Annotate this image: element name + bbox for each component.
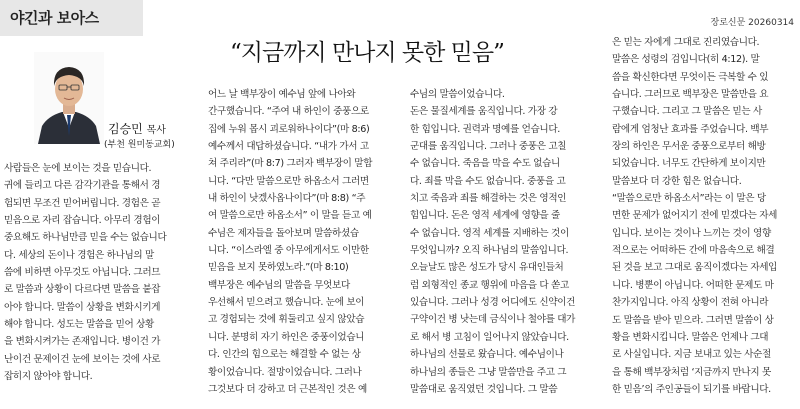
article-line: 어느 날 백부장이 예수님 앞에 나아와	[208, 89, 356, 100]
article-line: 말씀보다 더 강한 힘은 없습니다.	[612, 175, 742, 187]
article-line: 은 믿는 자에게 그대로 진리였습니다.	[612, 37, 760, 48]
article-line: 면한 문제가 없어지기 전에 믿겠다는 자세	[612, 210, 778, 222]
article-line: 습니다. 그러므로 백부장은 말씀만을 요	[612, 89, 769, 101]
article-line: 그것보다 더 강하고 더 근본적인 것은 예	[208, 383, 367, 395]
article-line: 내 하인이 낫겠사옵나이다”(마 8:8) “주	[208, 193, 366, 205]
article-line: 다. 세상의 돈이나 경험은 하나님의 말	[4, 249, 154, 261]
article-line: 믿음으로 자리 잡습니다. 아무리 경험이	[4, 215, 161, 227]
article-line: 우선해서 믿으려고 했습니다. 눈에 보이	[208, 297, 365, 309]
article-column-2	[208, 86, 398, 398]
section-label: 야긴과 보아스	[10, 9, 99, 27]
author-position: 목사	[146, 125, 166, 136]
author-name: 김승민	[108, 122, 143, 136]
article-line: 있습니다. 그러나 성경 어디에도 신약이건	[410, 297, 576, 309]
article-line: 말씀대로 움직였던 것입니다. 그 말씀	[410, 383, 558, 395]
article-line: 여 말씀으로만 하옵소서” 이 말을 듣고 예	[208, 210, 372, 222]
article-line: 험되면 무조건 믿어버립니다. 경험은 곧	[4, 197, 161, 209]
article-line: “말씀으로만 하옵소서”라는 이 말은 당	[612, 193, 766, 205]
article-line: 로 말씀과 상황이 다르다면 말씀을 붙잡	[4, 284, 161, 296]
section-tag	[0, 0, 143, 36]
article-line: 입니다. 보이는 것이나 느끼는 것이 영향	[612, 227, 771, 239]
article-line: 다. 인간의 힘으로는 해결할 수 없는 상	[208, 349, 361, 361]
article-line: 하나님의 종들은 그냥 말씀만을 주고 그	[410, 366, 567, 378]
article-line: 수 없습니다. 죽음을 막을 수도 없습니	[410, 158, 560, 170]
article-title: “지금까지 만나지 못한 믿음”	[230, 40, 504, 66]
article-line: 황을 변화시킵니다. 말씀은 언제나 그대	[612, 331, 769, 343]
article-line: 한 믿음’의 주인공들이 되기를 바랍니다.	[612, 383, 771, 395]
article-line: 귀에 들리고 다른 감각기관을 통해서 경	[4, 180, 161, 192]
article-line: 로 사실입니다. 지금 보내고 있는 사순절	[612, 349, 771, 361]
article-line: 럼 외형적인 종교 행위에 마음을 다 쏟고	[410, 279, 569, 291]
article-line: 찬가지입니다. 아직 상황이 전혀 아니라	[612, 297, 769, 309]
article-line: 수님의 말씀이었습니다.	[410, 89, 505, 100]
article-line: 로 해서 병 고침이 일어나지 않았습니다.	[410, 331, 569, 343]
author-church: (부천 원미동교회)	[104, 140, 175, 150]
article-line: 잡히지 않아야 합니다.	[4, 371, 93, 383]
article-line: 집에 누워 몹시 괴로워하나이다”(마 8:6)	[208, 123, 370, 135]
article-line: 람에게 엄청난 효과를 주었습니다. 백부	[612, 123, 769, 135]
article-line: 고 경험되는 것에 휘둘리고 싶지 않았습	[208, 314, 365, 326]
author-photo	[34, 52, 104, 144]
article-line: 간구했습니다. “주여 내 하인이 중풍으로	[208, 106, 369, 118]
article-line: 난이건 문제이건 눈에 보이는 것에 사로	[4, 353, 161, 365]
article-line: 되었습니다. 너무도 간단하게 보이지만	[612, 158, 766, 170]
article-line: 오늘날도 많은 성도가 당시 유대인들처	[410, 262, 564, 274]
article-line: 니다. “다만 말씀으로만 하옵소서 그러면	[208, 175, 369, 187]
article-line: 장의 하인은 무서운 중풍으로부터 해방	[612, 141, 766, 153]
article-line: 한 힘입니다. 권력과 명예를 얻습니다.	[410, 123, 560, 135]
article-column-3	[410, 86, 600, 398]
article-line: 해야 합니다. 성도는 말씀을 믿어 상황	[4, 319, 154, 331]
article-line: 사람들은 눈에 보이는 것을 믿습니다.	[4, 163, 152, 174]
article-line: 수 없습니다. 영적 세계를 지배하는 것이	[410, 227, 569, 239]
article-line: 군대를 움직입니다. 그러나 중풍은 고칠	[410, 141, 567, 153]
article-line: 씀에 비하면 아무것도 아닙니다. 그러므	[4, 267, 161, 279]
article-line: 을 통해 백부장처럼 ‘지금까지 만나지 못	[612, 366, 771, 378]
article-line: 치고 죽음과 죄를 해결하는 것은 영적인	[410, 193, 567, 205]
article-line: 힘입니다. 돈은 영적 세계에 영향을 줄	[410, 210, 560, 222]
author-byline	[108, 120, 166, 137]
article-column-4	[612, 34, 798, 398]
article-line: 니다. 병뿐이 아닙니다. 어떠한 문제도 마	[612, 279, 774, 291]
article-line: 적으로는 어떠하든 간에 마음속으로 해결	[612, 245, 775, 257]
article-line: 돈은 물질세계를 움직입니다. 가장 강	[410, 106, 558, 118]
article-column-1	[4, 160, 194, 385]
article-line: 무엇입니까? 오직 하나님의 말씀입니다.	[410, 245, 569, 257]
article-line: 하나님의 선물로 왔습니다. 예수님이나	[410, 349, 564, 361]
article-line: 니다. 분명히 자기 하인은 중풍이었습니	[208, 331, 365, 343]
article-line: 다. 죄를 막을 수도 없습니다. 중풍을 고	[410, 175, 566, 187]
article-line: 백부장은 예수님의 말씀을 무엇보다	[208, 279, 350, 291]
article-line: 된 것을 보고 그대로 움직이겠다는 자세입	[612, 262, 778, 274]
article-line: 도 말씀을 받아 믿으라. 그러면 말씀이 상	[612, 314, 774, 326]
article-line: 중요해도 하나님만큼 믿을 수는 없습니다	[4, 232, 167, 244]
article-line: 황이었습니다. 절망이었습니다. 그러나	[208, 366, 362, 378]
article-line: 구약이건 병 낫는데 금식이나 철야를 대가	[410, 314, 576, 326]
paper-info: 장로신문 20260314	[710, 18, 794, 28]
article-line: 믿음을 보지 못하였노라.”(마 8:10)	[208, 262, 349, 274]
author-portrait-image	[34, 52, 104, 144]
article-line: 쳐 주리라”(마 8:7) 그러자 백부장이 말합	[208, 158, 373, 170]
article-line: 예수께서 대답하셨습니다. “내가 가서 고	[208, 141, 369, 153]
article-line: 씀을 확신한다면 무엇이든 극복할 수 있	[612, 71, 769, 83]
article-line: 을 변화시켜가는 존재입니다. 병이건 가	[4, 336, 161, 348]
article-line: 말씀은 성령의 검입니다(히 4:12). 말	[612, 54, 760, 66]
article-line: 아야 합니다. 말씀이 상황을 변화시키게	[4, 301, 161, 313]
article-line: 수님은 제자들을 돌아보며 말씀하셨습	[208, 227, 359, 239]
article-line: 니다. “이스라엘 중 아무에게서도 이만한	[208, 245, 369, 257]
article-line: 구했습니다. 그리고 그 말씀은 믿는 사	[612, 106, 762, 118]
